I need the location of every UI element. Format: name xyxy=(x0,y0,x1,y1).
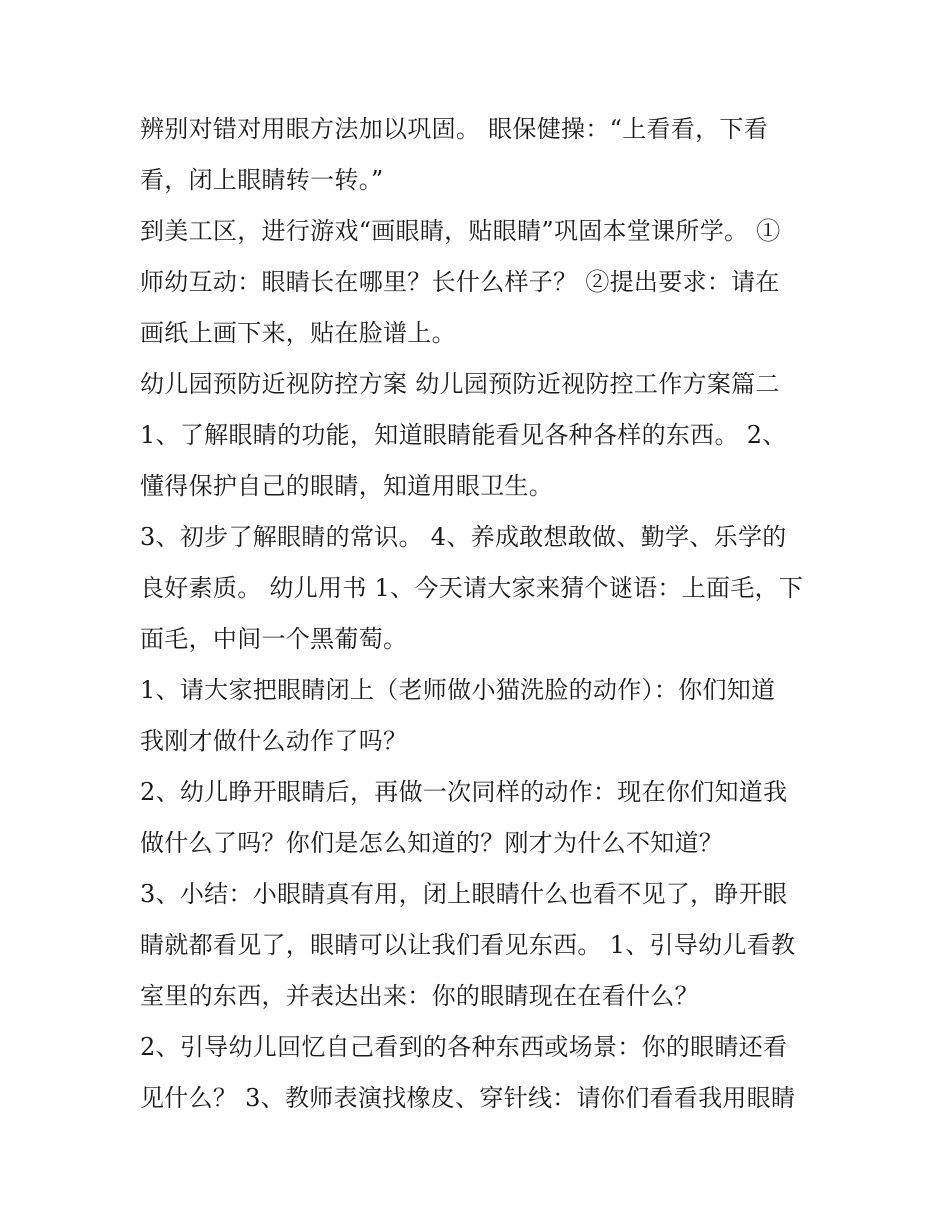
text-line: 幼儿园预防近视防控方案 幼儿园预防近视防控工作方案篇二 xyxy=(140,370,780,398)
document-body xyxy=(140,104,820,1124)
text-line: 睛就都看见了，眼睛可以让我们看见东西。 1、引导幼儿看教 xyxy=(140,931,796,959)
text-line: 看，闭上眼睛转一转。” xyxy=(140,166,384,194)
text-line: 2、引导幼儿回忆自己看到的各种东西或场景：你的眼睛还看 xyxy=(140,1033,788,1061)
text-line: 辨别对错对用眼方法加以巩固。 眼保健操：“上看看，下看 xyxy=(140,115,768,143)
text-line: 懂得保护自己的眼睛，知道用眼卫生。 xyxy=(140,472,554,500)
text-line: 我刚才做什么动作了吗？ xyxy=(140,727,408,755)
text-line: 2、幼儿睁开眼睛后，再做一次同样的动作：现在你们知道我 xyxy=(140,778,788,806)
text-line: 见什么？ 3、教师表演找橡皮、穿针线：请你们看看我用眼睛 xyxy=(140,1084,796,1112)
text-line: 到美工区，进行游戏“画眼睛，贴眼睛”巩固本堂课所学。 ① xyxy=(140,217,781,245)
text-line: 师幼互动：眼睛长在哪里？长什么样子？ ②提出要求：请在 xyxy=(140,268,780,296)
text-line: 良好素质。 幼儿用书 1、今天请大家来猜个谜语：上面毛，下 xyxy=(140,574,804,602)
text-line: 3、初步了解眼睛的常识。 4、养成敢想敢做、勤学、乐学的 xyxy=(140,523,787,551)
text-line: 画纸上画下来，贴在脸谱上。 xyxy=(140,319,456,347)
text-line: 面毛，中间一个黑葡萄。 xyxy=(140,625,408,653)
text-line: 3、小结：小眼睛真有用，闭上眼睛什么也看不见了，睁开眼 xyxy=(140,880,788,908)
text-line: 做什么了吗？你们是怎么知道的？刚才为什么不知道？ xyxy=(140,829,724,857)
text-line: 室里的东西，并表达出来：你的眼睛现在在看什么？ xyxy=(140,982,699,1010)
text-line: 1、了解眼睛的功能，知道眼睛能看见各种各样的东西。 2、 xyxy=(140,421,787,449)
text-line: 1、请大家把眼睛闭上（老师做小猫洗脸的动作）：你们知道 xyxy=(140,676,776,704)
